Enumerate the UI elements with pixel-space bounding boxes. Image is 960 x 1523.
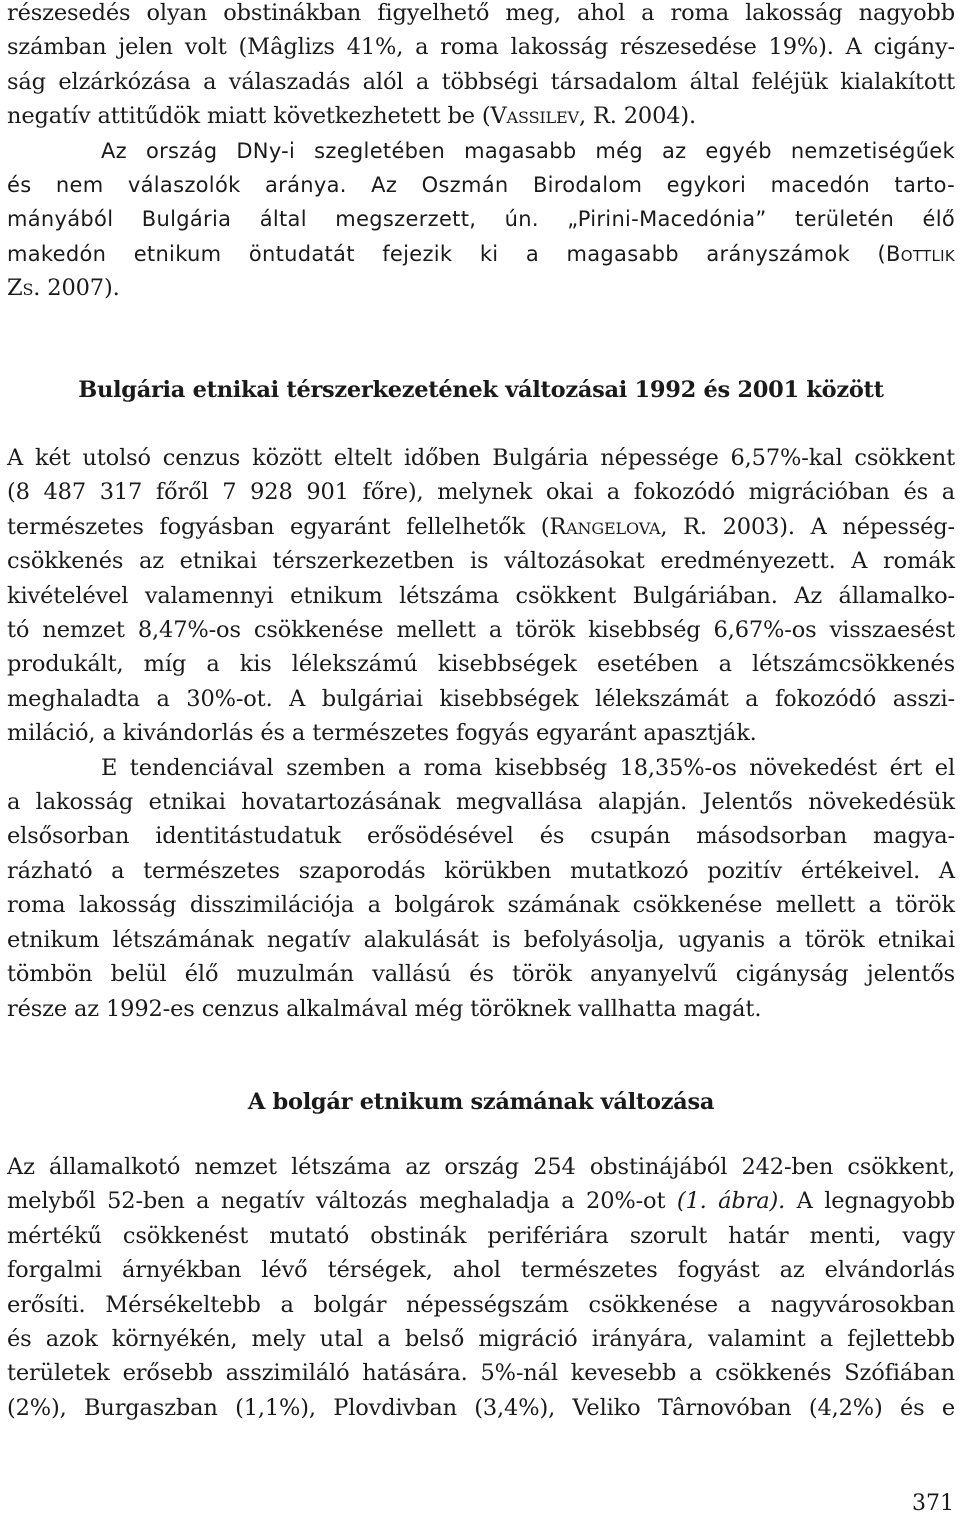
text-line: területek erősebb asszimiláló hatására. 5%-nál kevesebb a csökkenés Szófiában [7, 1360, 955, 1387]
section-heading: Bulgária etnikai térszerkezetének változásai 1992 és 2001 között [78, 377, 884, 403]
text-line [7, 271, 955, 305]
text-line: tó nemzet 8,47%-os csökkenése mellett a török kisebbség 6,67%-os visszaesést [7, 617, 955, 644]
intro-paragraph [7, 0, 955, 306]
text-line: produkált, míg a kis lélekszámú kisebbségek esetében a létszámcsökkenés [7, 651, 955, 678]
text-segment: A legnagyobb [785, 1188, 955, 1215]
text-line: (2%), Burgaszban (1,1%), Plovdivban (3,4%), Veliko Târnovóban (4,2%) és e [7, 1394, 955, 1421]
text-line: mértékű csökkenést mutató obstinák perifériára szorult határ menti, vagy [7, 1222, 955, 1249]
text-line: része az 1992-es cenzus alkalmával még töröknek vallhatta magát. [7, 995, 762, 1022]
text-segment: makedón etnikum öntudatát fejezik ki a magasabb arányszámok ( [7, 241, 886, 266]
body-paragraph [7, 441, 955, 1026]
text-segment: természetes fogyásban egyaránt fellelhetők ( [7, 513, 550, 540]
text-line: csökkenés az etnikai térszerkezetben is változásokat eredményezett. A romák [7, 548, 955, 575]
text-segment: . 2007). [33, 275, 120, 302]
text-line: miláció, a kivándorlás és a természetes fogyás egyaránt apasztják. [7, 720, 757, 747]
text-segment: , R. 2003). A népesség- [660, 513, 955, 540]
text-line [7, 168, 955, 202]
section-heading: A bolgár etnikum számának változása [247, 1089, 715, 1115]
text-line: a lakosság etnikai hovatartozásának megvallása alapján. Jelentős növekedésük [7, 789, 955, 816]
text-segment: és nem válaszolók aránya. [7, 173, 372, 198]
text-line: roma lakosság disszimilációja a bolgárok számának csökkenése mellett a török [7, 892, 955, 919]
text-line: számban jelen volt (Mâglizs 41%, a roma lakosság részesedése 19%). A cigány- [7, 34, 955, 61]
text-line [7, 510, 955, 544]
text-line [7, 99, 955, 133]
text-segment: melyből 52-ben a negatív változás meghaladja a 20%-ot [7, 1188, 677, 1215]
text-line: A két utolsó cenzus között eltelt időben Bulgária népessége 6,57%-kal csökkent [7, 445, 955, 471]
text-line: forgalmi árnyékban lévő térségek, ahol természetes fogyást az elvándorlás [7, 1257, 955, 1284]
text-line: etnikum létszámának negatív alakulását is befolyásolja, ugyanis a török etnikai [7, 926, 955, 953]
author-name: Bottlik [886, 241, 955, 266]
text-line [7, 237, 955, 271]
text-line: és azok környékén, mely utal a belső migráció irányára, valamint a fejlettebb [7, 1326, 955, 1353]
text-segment: , R. 2004). [578, 103, 697, 130]
text-line: kivételével valamennyi etnikum létszáma csökkent Bulgáriában. Az államalko- [7, 582, 955, 609]
text-line: mányából Bulgária által megszerzett, ún. „Pirini-Macedónia” területén élő [7, 207, 955, 232]
text-segment: negatív attitűdök miatt következhetett be ( [7, 103, 491, 130]
text-line: ság elzárkózása a válaszadás alól a többségi társadalom által feléjük kialakított [7, 68, 955, 95]
text-line: erősíti. Mérsékeltebb a bolgár népességszám csökkenése a nagyvárosokban [7, 1291, 955, 1318]
text-line: meghaladta a 30%-ot. A bulgáriai kisebbségek lélekszámát a fokozódó asszi- [7, 685, 955, 712]
text-line: tömbön belül élő muzulmán vallású és török anyanyelvű cigányság jelentős [7, 961, 955, 988]
text-line: Az államalkotó nemzet létszáma az ország 254 obstinájából 242-ben csökkent, [7, 1154, 955, 1180]
page-number: 371 [912, 1491, 954, 1516]
author-name: Rangelova [549, 513, 661, 540]
text-line: részesedés olyan obstinákban figyelhető meg, ahol a roma lakosság nagyobb [7, 0, 955, 26]
text-line: Az ország DNy-i szegletében magasabb még az egyéb nemzetiségűek [101, 138, 955, 163]
author-initial: Zs [7, 275, 34, 302]
author-name: Vassilev [490, 103, 579, 130]
text-line: elsősorban identitástudatuk erősödésével és csupán másodsorban magya- [7, 823, 955, 850]
text-line: E tendenciával szemben a roma kisebbség 18,35%-os növekedést ért el [101, 754, 955, 781]
text-line: (8 487 317 főről 7 928 901 főre), melynek okai a fokozódó migrációban és a [7, 479, 955, 506]
text-line: rázható a természetes szaporodás körükben mutatkozó pozitív értékeivel. A [7, 857, 955, 884]
figure-reference: (1. ábra). [676, 1188, 786, 1215]
text-line [7, 1184, 955, 1218]
body-paragraph [7, 1150, 955, 1425]
text-segment: Az Oszmán Birodalom egykori macedón tarto- [371, 173, 955, 198]
